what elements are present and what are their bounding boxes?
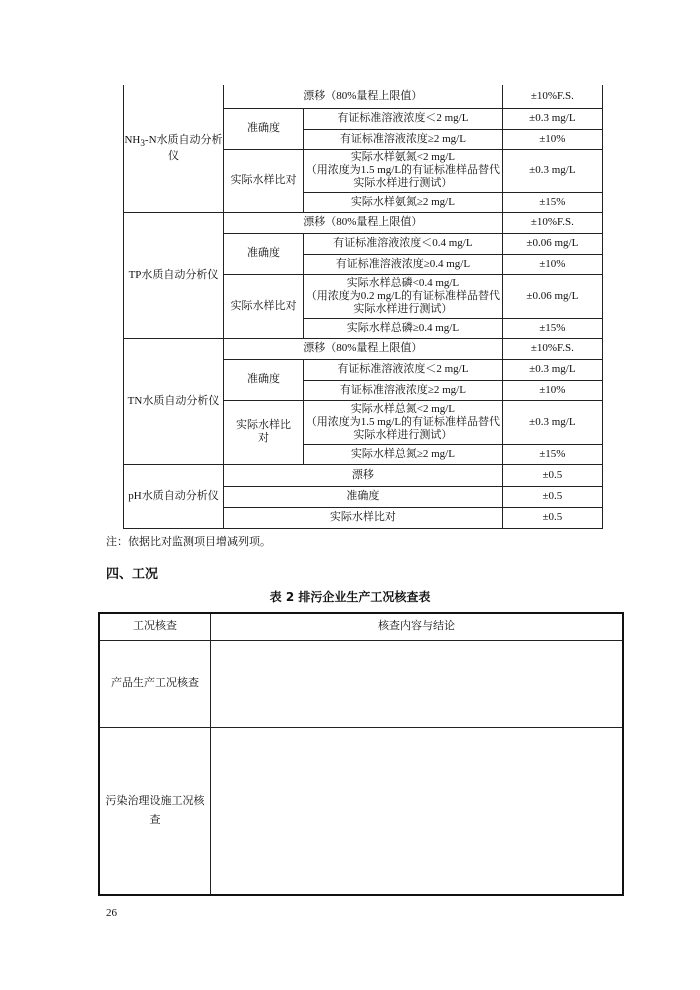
table-row bbox=[99, 640, 623, 727]
accuracy-low-condition: 有证标准溶液浓度＜2 mg/L bbox=[304, 108, 503, 129]
table-row bbox=[99, 727, 623, 895]
drift-value: ±10%F.S. bbox=[502, 85, 602, 108]
condition-line: （用浓度为1.5 mg/L的有证标准样品替代 bbox=[305, 415, 501, 428]
comparison-high-condition: 实际水样总氮≥2 mg/L bbox=[304, 444, 503, 464]
page-number: 26 bbox=[106, 907, 117, 919]
comparison-label bbox=[223, 400, 303, 464]
accuracy-label: 准确度 bbox=[223, 359, 303, 400]
drift-value: ±0.5 bbox=[502, 464, 602, 486]
comparison-high-condition: 实际水样总磷≥0.4 mg/L bbox=[304, 318, 503, 338]
drift-value: ±10%F.S. bbox=[502, 212, 602, 233]
analyzer-requirements-table bbox=[123, 85, 603, 529]
comparison-low-condition bbox=[304, 274, 503, 318]
accuracy-high-condition: 有证标准溶液浓度≥2 mg/L bbox=[304, 129, 503, 149]
column-header: 核查内容与结论 bbox=[211, 613, 624, 640]
accuracy-value: ±0.5 bbox=[502, 486, 602, 507]
table-caption: 表 2 排污企业生产工况核查表 bbox=[269, 590, 431, 604]
comparison-high-value: ±15% bbox=[502, 192, 602, 212]
label-line: 实际水样比 bbox=[236, 419, 292, 431]
condition-line: 实际水样总氮<2 mg/L bbox=[350, 402, 456, 415]
condition-line: 实际水样进行测试） bbox=[353, 177, 453, 189]
table-row bbox=[124, 85, 603, 108]
drift-label: 漂移 bbox=[223, 464, 502, 486]
label-line: 污染治理设施工况核 bbox=[105, 794, 205, 807]
comparison-label: 实际水样比对 bbox=[223, 507, 502, 528]
working-condition-table bbox=[98, 612, 624, 896]
tn-analyzer-name: TN水质自动分析仪 bbox=[124, 338, 224, 464]
condition-line: 实际水样总磷<0.4 mg/L bbox=[346, 276, 460, 289]
label-line: 查 bbox=[149, 813, 161, 826]
section-heading: 四、工况 bbox=[106, 567, 159, 582]
drift-label: 漂移（80%量程上限值） bbox=[223, 338, 502, 359]
comparison-low-condition bbox=[304, 400, 503, 444]
column-header: 工况核查 bbox=[99, 613, 211, 640]
accuracy-high-condition: 有证标准溶液浓度≥2 mg/L bbox=[304, 380, 503, 400]
table-row bbox=[124, 212, 603, 233]
condition-line: 实际水样进行测试） bbox=[353, 302, 453, 315]
accuracy-high-value: ±10% bbox=[502, 129, 602, 149]
condition-line: 实际水样氨氮<2 mg/L bbox=[350, 151, 456, 163]
condition-line: 实际水样进行测试） bbox=[353, 428, 453, 441]
accuracy-low-condition: 有证标准溶液浓度＜2 mg/L bbox=[304, 359, 503, 380]
condition-line: （用浓度为0.2 mg/L的有证标准样品替代 bbox=[305, 289, 501, 302]
accuracy-low-value: ±0.3 mg/L bbox=[502, 108, 602, 129]
table-row bbox=[124, 464, 603, 486]
tp-analyzer-name: TP水质自动分析仪 bbox=[124, 212, 224, 338]
row-label bbox=[99, 727, 211, 895]
table-row bbox=[124, 338, 603, 359]
content-cell[interactable] bbox=[211, 727, 624, 895]
ph-analyzer-name: pH水质自动分析仪 bbox=[124, 464, 224, 528]
accuracy-high-value: ±10% bbox=[502, 254, 602, 274]
accuracy-low-condition: 有证标准溶液浓度＜0.4 mg/L bbox=[304, 233, 503, 254]
comparison-high-value: ±15% bbox=[502, 318, 602, 338]
comparison-low-condition bbox=[304, 149, 503, 192]
label-line: 对 bbox=[258, 432, 270, 444]
comparison-label: 实际水样比对 bbox=[223, 274, 303, 338]
row-label: 产品生产工况核查 bbox=[99, 640, 211, 727]
condition-line: （用浓度为1.5 mg/L的有证标准样品替代 bbox=[305, 164, 501, 176]
accuracy-label: 准确度 bbox=[223, 486, 502, 507]
accuracy-high-value: ±10% bbox=[502, 380, 602, 400]
drift-label: 漂移（80%量程上限值） bbox=[223, 85, 502, 108]
nh3-analyzer-name: $NH_3-N$水质自动分析仪 bbox=[124, 85, 224, 212]
accuracy-low-value: ±0.3 mg/L bbox=[502, 359, 602, 380]
comparison-high-condition: 实际水样氨氮≥2 mg/L bbox=[304, 192, 503, 212]
comparison-high-value: ±15% bbox=[502, 444, 602, 464]
content-cell[interactable] bbox=[211, 640, 624, 727]
accuracy-label: 准确度 bbox=[223, 108, 303, 149]
drift-label: 漂移（80%量程上限值） bbox=[223, 212, 502, 233]
accuracy-low-value: ±0.06 mg/L bbox=[502, 233, 602, 254]
drift-value: ±10%F.S. bbox=[502, 338, 602, 359]
comparison-value: ±0.5 bbox=[502, 507, 602, 528]
comparison-low-value: ±0.3 mg/L bbox=[502, 149, 602, 192]
table-note: 注：依据比对监测项目增减列项。 bbox=[106, 535, 271, 548]
comparison-low-value: ±0.3 mg/L bbox=[502, 400, 602, 444]
table-header-row bbox=[99, 613, 623, 640]
accuracy-high-condition: 有证标准溶液浓度≥0.4 mg/L bbox=[304, 254, 503, 274]
accuracy-label: 准确度 bbox=[223, 233, 303, 274]
comparison-low-value: ±0.06 mg/L bbox=[502, 274, 602, 318]
comparison-label: 实际水样比对 bbox=[223, 149, 303, 212]
